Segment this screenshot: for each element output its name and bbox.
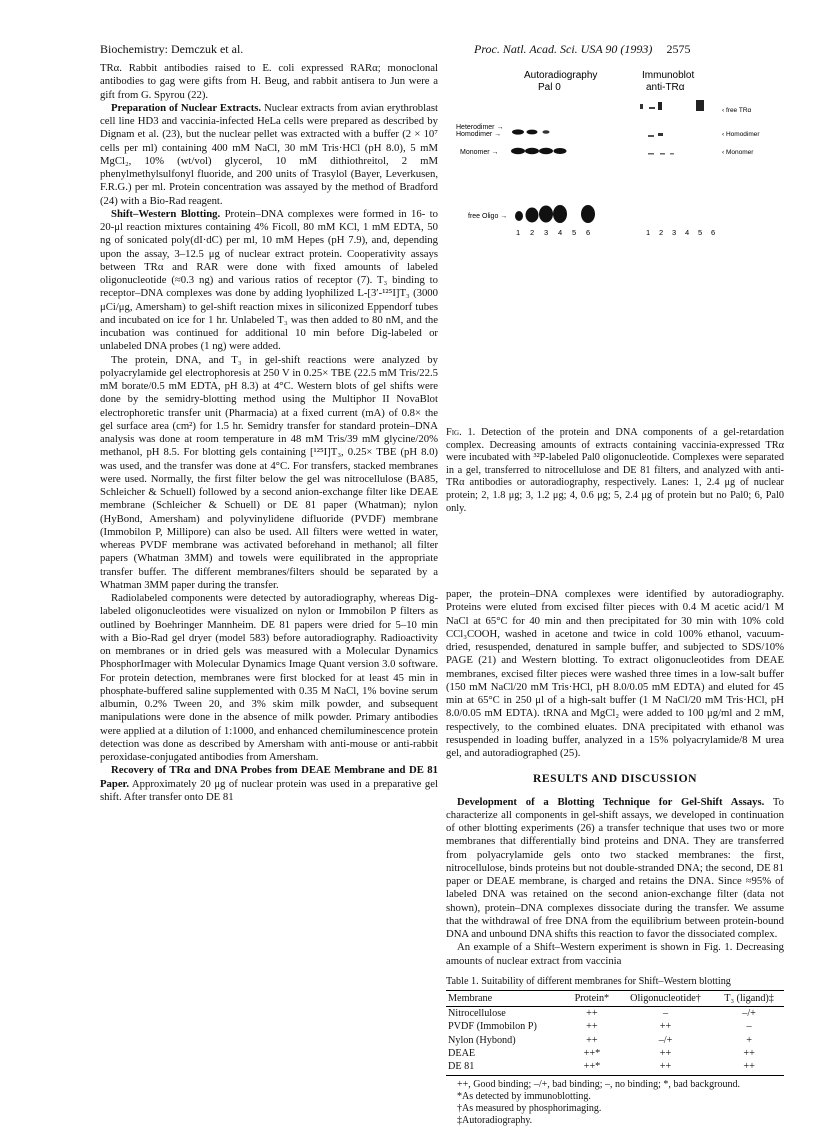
paragraph-text: To characterize all components in gel-shift assays, we developed in continuation of other blotting experiments (26) a transfer technique that uses two or more membranes that differentially bind proteins and DNA. They are transferred from polyacrylamide gels onto two stacked membranes: the first, nitrocellulose, binds proteins but not double-stranded DNA; the second, DE 81 paper or DEAE membrane, is charged and retains the DNA. Since ≈95% of labeled DNA was retained on the second anion-exchange filter (data not shown), protein–DNA complexes dissociate during the transfer. We assume that the withdrawal of free DNA from the equilibrium between protein-bound DNA and unbound DNA shifts this reaction to favor the dissociated complex. xyxy=(446,795,784,940)
band-monomer xyxy=(670,153,674,155)
lane-number: 2 xyxy=(530,228,535,237)
lane-number: 4 xyxy=(685,228,690,237)
table-cell: DE 81 xyxy=(446,1060,567,1076)
journal-citation: Proc. Natl. Acad. Sci. USA 90 (1993) xyxy=(474,42,653,56)
paragraph-shift-western xyxy=(100,208,438,354)
section-title: RESULTS AND DISCUSSION xyxy=(533,772,697,786)
table-row xyxy=(446,1020,784,1033)
table-header-row xyxy=(446,991,784,1007)
label-monomer-left: Monomer → xyxy=(460,149,499,156)
table-caption: Table 1. Suitability of different membranes for Shift–Western blotting xyxy=(446,975,731,987)
lane-number: 1 xyxy=(646,228,651,237)
band-free-oligo xyxy=(515,211,523,221)
column-header: Membrane xyxy=(446,991,567,1007)
paragraph-results-1 xyxy=(446,796,784,942)
column-header: Oligonucleotide† xyxy=(617,991,714,1007)
band-heterodimer xyxy=(512,129,524,134)
table-cell: – xyxy=(663,1008,669,1020)
figure-label: Fig. 1. xyxy=(446,427,476,438)
table-cell: ++* xyxy=(583,1047,601,1059)
lane-number: 1 xyxy=(516,228,521,237)
band-free-tr xyxy=(649,107,655,109)
figure-caption xyxy=(446,427,784,515)
paragraph-text: Nuclear extracts from avian erythroblast cell line HD3 and vaccinia-infected HeLa cells were prepared as described by Dignam et al. (23), but the nuclear pellet was extracted with a buffer (2 × 10⁷ cells per ml) containing 400 mM NaCl, 30 mM Tris·HCl (pH 8.0), 5 mM MgCl₂, 10% (wt/vol) glycerol, 10 mM dithiothreitol, 2 mM phenylmethylsulfonyl fluoride, and 200 units of Trasylol (Bayer, Leverkusen, F.R.G.) per ml. Protein concentration was assayed by the method of Bradford (24) with a Bio-Rad reagent. xyxy=(100,101,438,207)
paragraph-recovery xyxy=(100,764,438,804)
table-cell: ++ xyxy=(586,1034,598,1046)
paragraph-detection: Radiolabeled components were detected by autoradiography, whereas Dig-labeled oligonucleotides were visualized on nylon or Immobilon P filters as outlined by Boehringer Mannheim. DE 81 papers were dried for 5–10 min with a Bio-Rad gel dryer (model 583) before autoradiography. Radioactivity on membranes or in dried gels was measured with a Molecular Dynamics PhosphorImager with Molecular Dynamics Image Quant version 3.0 software. For protein detection, membranes were first blocked for at least 45 min in phosphate-buffered saline supplemented with 0.35 M NaCl, 1% bovine serum albumin, 0.2% Tween 20, and 3% skim milk powder, and subsequent manipulations were done in the absence of milk powder. Primary antibodies were applied at a dilution of 1:1000, and enhanced chemiluminescence protein detection was done as described by Amersham with anti-mouse or anti-rabbit peroxidase-conjugated antibodies from Amersham. xyxy=(100,592,438,763)
lane-number: 3 xyxy=(672,228,677,237)
label-homodimer-right: ‹ Homodimer xyxy=(722,131,760,138)
table-cell: Nylon (Hybond) xyxy=(448,1034,516,1046)
band-free-oligo xyxy=(526,208,539,223)
band-monomer xyxy=(539,148,553,154)
figure-gel-blot xyxy=(446,62,784,417)
paragraph-electrophoresis: The protein, DNA, and T₃ in gel-shift reactions were analyzed by polyacrylamide gel electrophoresis at 250 V in 0.25× TBE (22.5 mM Tris/22.5 mM borate/0.5 mM EDTA, pH 8.3) at 4°C. Western blots of gel shifts were done by the semidry-blotting method using the Multiphor II NovaBlot electrophoretic transfer unit (Pharmacia) at a fixed current (mA) of 0.8× the gel surface area (cm²) for 1.5 hr. Semidry transfer for standard protein–DNA analysis was done at room temperature in 48 mM Tris/39 mM glycine/20% methanol, pH 8.5. For blotting gels containing [¹²⁵I]T₃, 0.25× TBE (pH 8.0) was used, and the transfer was done at 4°C. For transfers, stacked membranes were used. Normally, the first filter below the gel was nitrocellulose (BA85, Schleicher & Schuell) followed by a second anion-exchange filter like DEAE membrane (Schleicher & Schuell) or DE 81 paper (Whatman); nylon (HyBond, Amersham) and polyvinylidene difluoride (PVDF) membrane (Immobilon P, Millipore) can also be used. All filters were wetted in water, whereas PVDF membrane was activated beforehand in methanol; all filter papers (Whatman 3MM) and towels were equilibrated in the appropriate transfer buffer. The different membranes/filters should be separated by a Whatman 3MM paper during the transfer. xyxy=(100,353,438,591)
figure-subtitle-pal0: Pal 0 xyxy=(538,82,561,93)
band-free-oligo xyxy=(539,206,553,223)
table-cell: PVDF (Immobilon P) xyxy=(448,1021,537,1033)
table-footnote: ‡Autoradiography. xyxy=(457,1115,533,1127)
table-cell: ++ xyxy=(586,1008,598,1020)
table-cell: –/+ xyxy=(658,1034,673,1046)
table-legend: ++, Good binding; –/+, bad binding; –, no binding; *, bad background. xyxy=(457,1079,741,1091)
table-cell: + xyxy=(746,1034,752,1046)
table-cell: ++ xyxy=(659,1047,672,1059)
lane-number: 5 xyxy=(698,228,703,237)
paragraph-nuclear-extracts xyxy=(100,102,438,208)
band-monomer xyxy=(648,153,654,155)
band-free-tr xyxy=(658,102,662,110)
table-membranes xyxy=(446,990,784,1076)
label-free-oligo: free Oligo → xyxy=(468,213,508,220)
table-cell: DEAE xyxy=(448,1047,476,1059)
band-homodimer xyxy=(648,135,654,137)
paragraph-text: Approximately 20 μg of nuclear protein was used in a preparative gel shift. After transfer onto DE 81 xyxy=(100,777,438,803)
table-cell: Nitrocellulose xyxy=(448,1008,506,1020)
paragraph-intro: TRα. Rabbit antibodies raised to E. coli expressed RARα; monoclonal antibodies to gag were gifts from H. Beug, and rabbit antisera to Jun were a gift from G. Spyrou (22). xyxy=(100,62,438,101)
column-header: T₃ (ligand)‡ xyxy=(714,991,784,1007)
table-cell: ++ xyxy=(743,1047,755,1059)
band-free-tr xyxy=(696,100,704,111)
table-row xyxy=(446,1047,784,1060)
subsection-title: Shift–Western Blotting. xyxy=(111,207,221,220)
paragraph-continued: paper, the protein–DNA complexes were identified by autoradiography. Proteins were eluted from excised filter pieces with 0.4 M acetic acid/1 M NaCl at 65°C for 40 min and then precipitated for 30 min with 10% cold CCl₃COOH, washed in acetone and twice in cold 100% ethanol, vacuum-dried, resuspended, denatured in sample buffer, and subjected to SDS/10% PAGE (21) and Western blotting. To extract oligonucleotides from DEAE membranes, excised filter pieces were washed three times in a low-salt buffer (150 mM NaCl/20 mM Tris·HCl, pH 8.0/0.05 mM EDTA) and eluted for 45 min at 65°C in 250 μl of a high-salt buffer (1 M NaCl/20 mM Tris·HCl, pH 8.0/0.05 mM EDTA). tRNA and MgCl₂ were added to 100 μg/ml and 2 mM, respectively, to the combined eluates. DNA precipitated with ethanol was resuspended in loading buffer, analyzed in a 15% polyacrylamide/8 M urea gel, and autoradiographed (25). xyxy=(446,588,784,759)
paragraph-text: Protein–DNA complexes were formed in 16- to 20-μl reaction mixtures containing 4% Ficoll, 80 mM KCl, 1 mM EDTA, 50 ng of sonicated poly(dI·dC) per ml, 10 mM Hepes (pH 7.9), and, depending upon the assay, 3–12.5 μg of nuclear extract protein. Cooperativity assays between TRα and RAR were done with fixed amounts of labeled oligonucleotide (≈0.3 ng) and various ratios of receptor (7). T₃ binding to receptor–DNA complexes was done by adding lyophilized L-[3′-¹²⁵I]T₃ (3000 μCi/μg, Amersham) to gel-shift reaction mixes in siliconized Eppendorf tubes and incubated on ice for 1 hr. Unlabeled T₃ was then added to 80 nM, and the incubation was continued for additional 10 min before Dig-labeled or unlabeled DNA probes (1 ng) were added. xyxy=(100,207,438,353)
label-heterodimer: Heterodimer → xyxy=(456,124,504,131)
lane-number: 4 xyxy=(558,228,563,237)
band-free-oligo xyxy=(581,205,595,223)
lane-number: 3 xyxy=(544,228,549,237)
figure-title-autoradiography: Autoradiography xyxy=(524,70,598,81)
paragraph-results-2: An example of a Shift–Western experiment is shown in Fig. 1. Decreasing amounts of nuclear extract from vaccinia xyxy=(446,941,784,967)
subsection-title: Recovery of TRα and DNA Probes from DEAE Membrane and DE 81 Paper. xyxy=(100,764,438,790)
lane-number: 6 xyxy=(586,228,591,237)
figure-title-immunoblot: Immunoblot xyxy=(642,70,695,81)
table-footnote: *As detected by immunoblotting. xyxy=(457,1091,591,1103)
table-cell: ++ xyxy=(617,1060,714,1076)
band-free-tr xyxy=(640,104,643,109)
running-head-journal xyxy=(474,42,690,57)
running-head-authors: Biochemistry: Demczuk et al. xyxy=(100,42,244,56)
table-cell: –/+ xyxy=(742,1008,756,1020)
table-row xyxy=(446,1034,784,1047)
figure-subtitle-anti-tr: anti-TRα xyxy=(646,82,685,93)
band-monomer xyxy=(554,148,567,154)
lane-number: 2 xyxy=(659,228,664,237)
band-homodimer xyxy=(658,133,663,136)
band-monomer xyxy=(525,148,539,154)
page-number: 2575 xyxy=(666,42,691,56)
label-free-tr: ‹ free TRα xyxy=(722,107,752,114)
lane-number: 5 xyxy=(572,228,577,237)
table-cell: ++ xyxy=(659,1021,672,1033)
subsection-title: Preparation of Nuclear Extracts. xyxy=(111,101,262,114)
right-column xyxy=(446,588,784,1127)
band-heterodimer xyxy=(527,130,538,135)
lane-number: 6 xyxy=(711,228,716,237)
table-cell: ++ xyxy=(586,1021,598,1033)
table-row xyxy=(446,1060,784,1076)
subsection-title: Development of a Blotting Technique for Gel-Shift Assays. xyxy=(457,795,765,808)
caption-text: Detection of the protein and DNA components of a gel-retardation complex. Decreasing amounts of extracts containing vaccinia-expressed TRα were incubated with ³²P-labeled Pal0 oligonucleotide. Complexes were separated in a gel, transferred to nitrocellulose and DE 81 filters, and analyzed with anti-TRα antibodies or autoradiography, respectively. Lanes: 1, 2.4 μg of nuclear protein; 2, 1.8 μg; 3, 1.2 μg; 4, 0.6 μg; 5, 2.4 μg of protein but no Pal0; 6, Pal0 only. xyxy=(446,427,785,514)
table-cell: ++* xyxy=(567,1060,617,1076)
band-free-oligo xyxy=(553,205,567,223)
label-monomer-right: ‹ Monomer xyxy=(722,149,754,156)
band-heterodimer xyxy=(543,130,550,134)
table-footnote: †As measured by phosphorimaging. xyxy=(457,1103,602,1115)
left-column xyxy=(100,62,438,804)
band-monomer xyxy=(660,153,665,155)
table-row xyxy=(446,1007,784,1021)
table-cell: – xyxy=(746,1021,752,1033)
table-cell: ++ xyxy=(714,1060,784,1076)
band-monomer xyxy=(511,148,525,154)
label-homodimer-left: Homodimer → xyxy=(456,131,502,138)
column-header: Protein* xyxy=(567,991,617,1007)
